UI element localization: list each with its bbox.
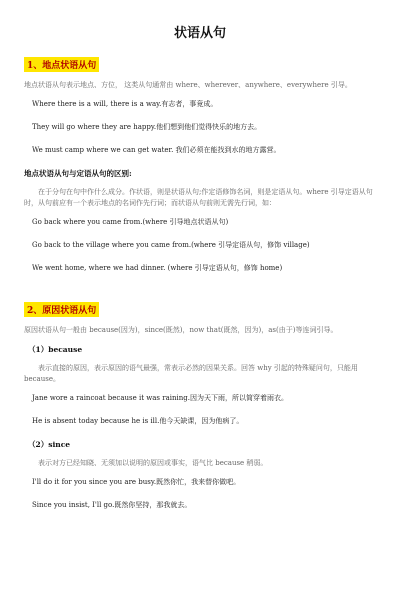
example-sentence: Jane wore a raincoat because it was raining.因为天下雨，所以简穿着雨衣。 bbox=[32, 394, 288, 402]
example-sentence: Where there is a will, there is a way.有志者，事竟成。 bbox=[32, 100, 218, 108]
example-sentence: Go back to the village where you came from.(where 引导定语从句，修饰 village) bbox=[32, 241, 310, 249]
sub-label-since: （2）since bbox=[28, 440, 71, 449]
sub-label-because: （1）because bbox=[28, 345, 83, 354]
subheading: 地点状语从句与定语从句的区别: bbox=[24, 169, 132, 178]
example-sentence: We must camp where we can get water. 我们必须在能找到水的地方露营。 bbox=[32, 146, 281, 154]
example-sentence: He is absent today because he is ill.他今天缺课，因为他病了。 bbox=[32, 417, 244, 425]
diff-text: 在于分句在句中作什么成分。作状语，则是状语从句;作定语修饰名词，则是定语从句。where 引导定语从句时，从句前应有一个表示地点的名词作先行词；而状语从句前则无需先行词，如： bbox=[24, 188, 373, 207]
example-sentence: We went home, where we had dinner. (where 引导定语从句，修饰 home) bbox=[32, 264, 283, 272]
example-sentence: Go back where you came from.(where 引导地点状语从句) bbox=[32, 218, 229, 226]
section-intro: 原因状语从句一般由 because(因为)，since(既然)，now that(既然，因为)，as(由于)等连词引导。 bbox=[24, 326, 338, 334]
sub-text: 表示直接的原因，表示原因的语气最强，常表示必然的因果关系。回答 why 引起的特殊疑问句，只能用 because。 bbox=[24, 364, 358, 383]
section-intro: 地点状语从句表示地点、方位， 这类从句通常由 where、wherever、anywhere、everywhere 引导。 bbox=[24, 81, 352, 89]
section-place-clause bbox=[24, 53, 376, 274]
example-sentence: Since you insist, I'll go.既然你坚持，那我就去。 bbox=[32, 501, 192, 509]
page-title: 状语从句 bbox=[173, 26, 226, 41]
section-heading: 2、原因状语从句 bbox=[24, 302, 99, 317]
example-sentence: I'll do it for you since you are busy.既然你忙，我来替你做吧。 bbox=[32, 478, 241, 486]
section-heading: 1、地点状语从句 bbox=[24, 57, 99, 72]
example-sentence: They will go where they are happy.他们想到他们觉得快乐的地方去。 bbox=[32, 123, 262, 131]
section-reason-clause bbox=[24, 298, 376, 511]
sub-text: 表示对方已经知晓、无须加以说明的原因或事实，语气比 because 稍弱。 bbox=[38, 459, 268, 467]
